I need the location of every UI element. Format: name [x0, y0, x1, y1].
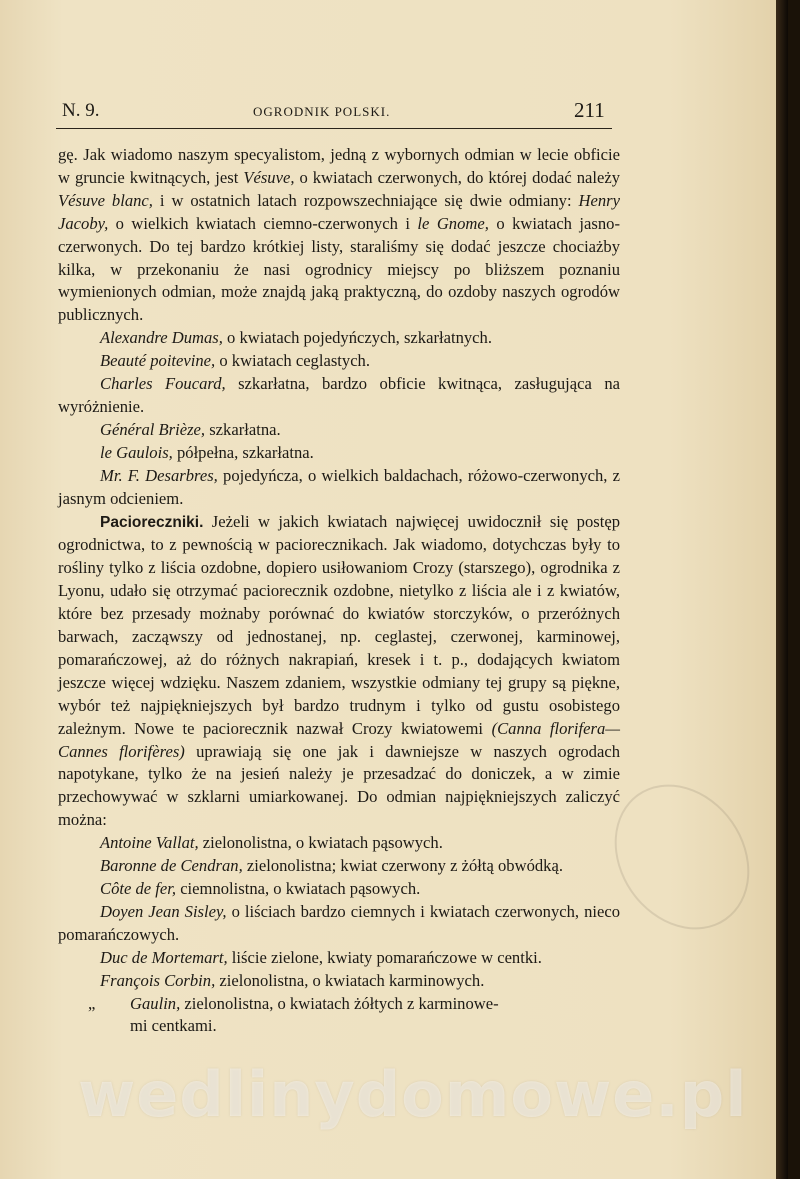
- text-run: uprawiają się one jak i dawniejsze w naszych ogrodach napotykane, tylko że na jesień należy je przesadzać do doniczek, a w zimie przechowywać w szklarni umiarkowanej. Do odmian najpiękniejszych zaliczyć można:: [58, 741, 620, 830]
- italic-name: Baronne de Cendran,: [100, 856, 243, 876]
- text-run: szkarłatna.: [205, 419, 281, 439]
- paragraph: [58, 901, 620, 947]
- italic-name: Côte de fer,: [100, 879, 177, 898]
- italic-name: le Gnome,: [417, 213, 489, 233]
- paragraph: [58, 511, 620, 833]
- italic-name: Mr. F. Desarbres,: [100, 465, 218, 485]
- italic-name: Henry Jacoby,: [58, 190, 620, 233]
- ditto-mark: „: [88, 993, 96, 1013]
- journal-title: OGRODNIK POLSKI.: [253, 104, 391, 119]
- page-number: 211: [574, 98, 605, 122]
- paragraph: [58, 419, 620, 442]
- issue-number: N. 9.: [62, 100, 100, 121]
- paragraph: [58, 373, 620, 419]
- italic-name: Alexandre Dumas,: [100, 328, 223, 348]
- paragraph: [58, 144, 620, 327]
- text-run: gę. Jak wiadomo naszym specyalistom, jedną z wybornych odmian w lecie obficie w gruncie kwitnących, jest: [58, 145, 620, 187]
- italic-name: François Corbin,: [100, 970, 216, 990]
- paragraph: [58, 465, 620, 511]
- italic-name: (Canna florifera—Cannes florifères): [58, 718, 620, 761]
- text-run: pojedyńcza, o wielkich baldachach, różowo-czerwonych, z jasnym odcieniem.: [58, 465, 621, 508]
- text-run: półpełna, szkarłatna.: [172, 442, 314, 462]
- italic-name: Duc de Mortemart,: [100, 947, 228, 967]
- text-run: Jeżeli w jakich kwiatach najwięcej uwidocznił się postęp ogrodnictwa, to z pewnością w paciorecznikach. Jak wiadomo, dotychczas były to rośliny tylko z liścia ozdobne, dopiero usiłowaniom Crozy (starszego), ogrodnika z Lyonu, udało się otrzymać paciorecznik ozdobne, nietylko z liścia ale i z kwiatów, które bez przesady możnaby porównać do kwiatów storczyków, o przeróżnych barwach, zacząwszy od jednostanej, np. ceglastej, czerwonej, karminowej, pomarańczowej, aż do różnych nakrapiań, kresek i t. p., dodających kwiatom jeszcze więcej wdzięku. Naszem zdaniem, wszystkie odmiany tej grupy są piękne, wybór też najpiękniejszych był bardzo trudnym i tylko od gustu osobistego zależnym. Nowe te paciorecznik nazwał Crozy kwiatowemi: [58, 511, 620, 738]
- section-heading: Pacioreczniki.: [100, 513, 204, 531]
- text-run: liście zielone, kwiaty pomarańczowe w centki.: [227, 947, 542, 967]
- text-run: i w ostatnich latach rozpowszechniające się dwie odmiany:: [152, 190, 579, 210]
- text-run: o kwiatach jasno-czerwonych. Do tej bardzo krótkiej listy, staraliśmy się dodać jeszcze chociażby kilka, w przekonaniu że nasi ogrodnicy miejscy po bliższem poznaniu wymienionych odmian, może znajdą jaką praktyczną, do ozdoby naszych ogrodów publicznych.: [58, 213, 620, 325]
- text-run: o wielkich kwiatach ciemno-czerwonych i: [108, 213, 418, 233]
- italic-name: Doyen Jean Sisley,: [100, 901, 227, 921]
- text-run: o kwiatach czerwonych, do której dodać należy: [294, 167, 620, 187]
- paragraph: [58, 878, 620, 901]
- last-entry-name: Gaulin,: [130, 993, 181, 1013]
- italic-name: le Gaulois,: [100, 442, 173, 462]
- italic-name: Vésuve blanc,: [58, 190, 153, 210]
- article-body: [58, 144, 620, 1038]
- paragraph: [58, 855, 620, 878]
- italic-name: Général Brièze,: [100, 419, 206, 439]
- paragraph: [58, 832, 620, 855]
- text-run: szkarłatna, bardzo obficie kwitnąca, zasługująca na wyróżnienie.: [58, 374, 620, 416]
- text-run: zielonolistna; kwiat czerwony z żółtą obwódką.: [242, 856, 563, 876]
- paragraph: [58, 442, 620, 465]
- header-rule: [56, 128, 612, 129]
- italic-name: Charles Foucard,: [100, 374, 226, 394]
- italic-name: Antoine Vallat,: [100, 833, 199, 853]
- last-entry: [58, 993, 620, 1016]
- text-run: zielonolistna, o kwiatach karminowych.: [215, 970, 485, 990]
- running-header: [0, 96, 788, 130]
- last-entry-desc: zielonolistna, o kwiatach żółtych z karminowe-: [180, 993, 499, 1013]
- text-run: o kwiatach pojedyńczych, szkarłatnych.: [222, 328, 492, 348]
- text-run: o liściach bardzo ciemnych i kwiatach czerwonych, nieco pomarańczowych.: [58, 901, 621, 944]
- watermark: wedlinydomowe.pl: [78, 1058, 748, 1131]
- text-run: zielonolistna, o kwiatach pąsowych.: [198, 833, 443, 853]
- page-edge: [776, 0, 788, 1179]
- italic-name: Vésuve,: [243, 167, 295, 187]
- paragraph: [58, 327, 620, 350]
- text-run: o kwiatach ceglastych.: [215, 351, 371, 371]
- italic-name: Beauté poitevine,: [100, 351, 216, 371]
- paragraph: [58, 970, 620, 993]
- paragraph: [58, 947, 620, 970]
- paragraph: [58, 350, 620, 373]
- text-run: ciemnolistna, o kwiatach pąsowych.: [176, 879, 421, 898]
- last-entry-continuation: mi centkami.: [130, 1016, 217, 1036]
